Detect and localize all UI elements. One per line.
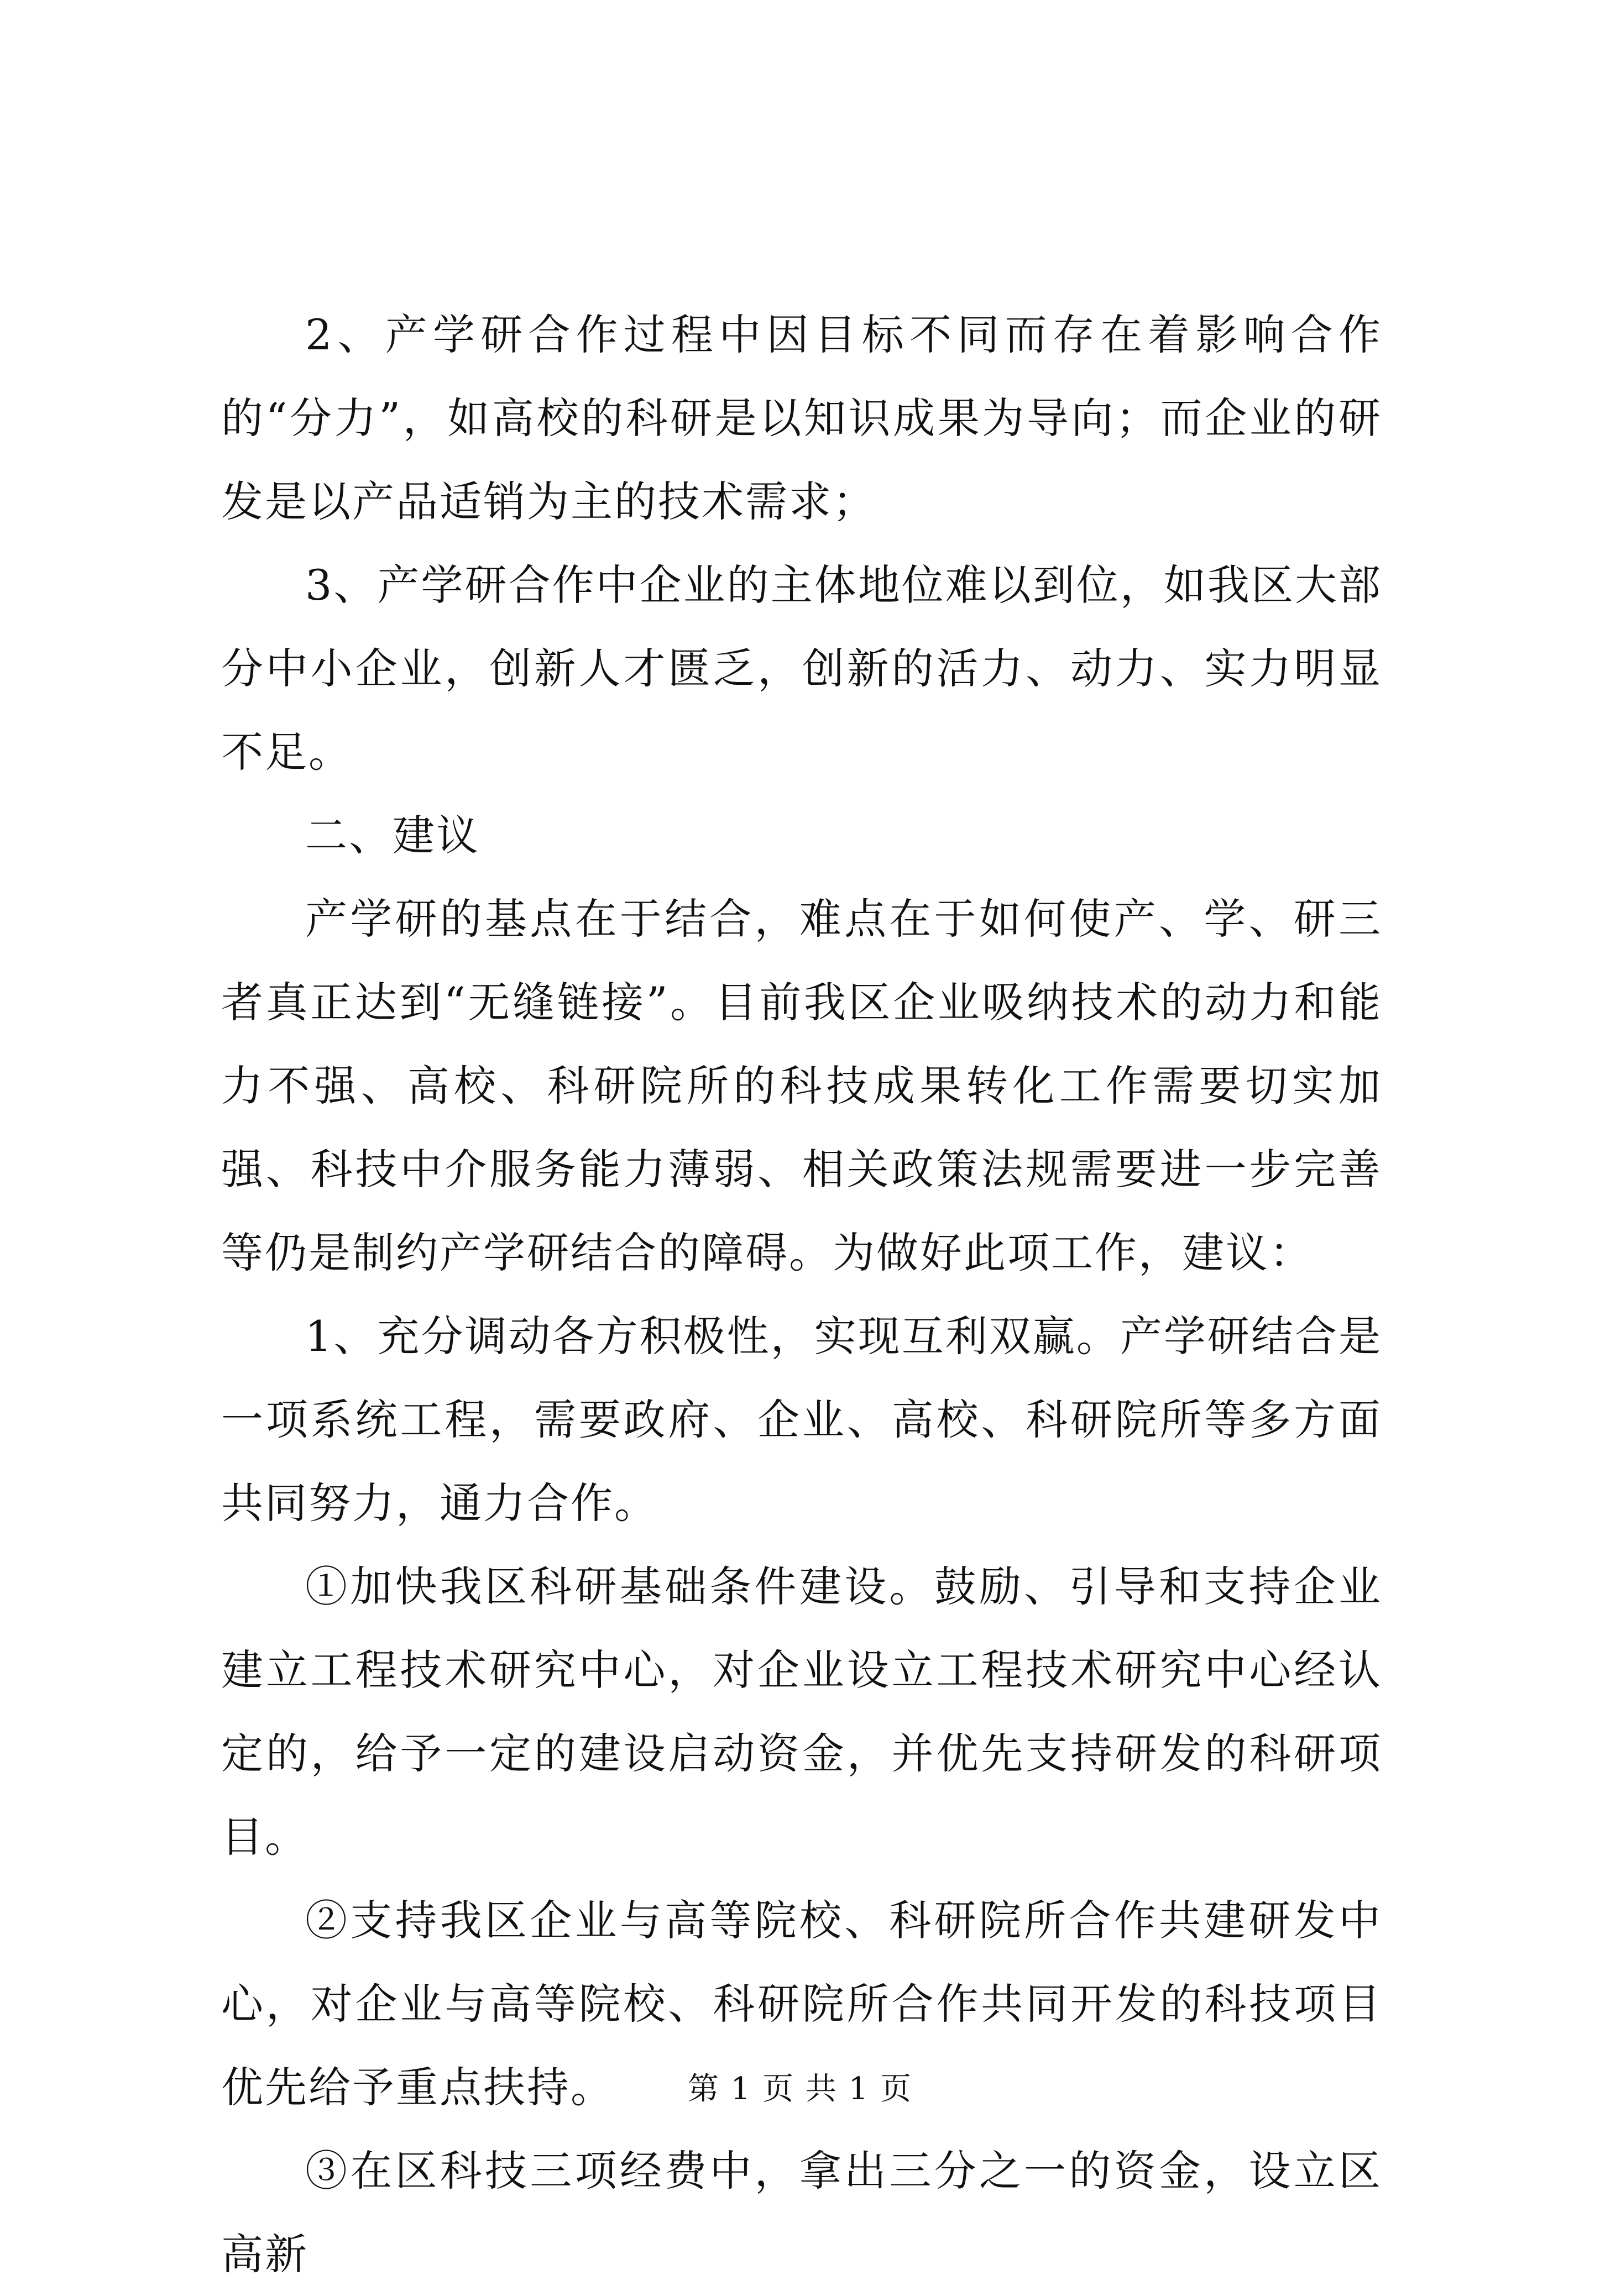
paragraph-7: ③在区科技三项经费中，拿出三分之一的资金，设立区高新 <box>221 2146 1382 2279</box>
paragraph-5: ①加快我区科研基础条件建设。鼓励、引导和支持企业建立工程技术研究中心，对企业设立工程技术研究中心经认定的，给予一定的建设启动资金，并优先支持研发的科研项目。 <box>221 1562 1382 1862</box>
page-footer: 第 1 页 共 1 页 <box>687 2071 913 2107</box>
section-heading: 二、建议 <box>305 811 480 860</box>
paragraph-2: 3、产学研合作中企业的主体地位难以到位，如我区大部分中小企业，创新人才匮乏，创新的活力、动力、实力明显不足。 <box>221 560 1382 777</box>
paragraph-6: ②支持我区企业与高等院校、科研院所合作共建研发中心，对企业与高等院校、科研院所合作共同开发的科技项目优先给予重点扶持。 <box>221 1896 1382 2112</box>
paragraph-3: 产学研的基点在于结合，难点在于如何使产、学、研三者真正达到“无缝链接”。目前我区企业吸纳技术的动力和能力不强、高校、科研院所的科技成果转化工作需要切实加强、科技中介服务能力薄弱、相关政策法规需要进一步完善等仍是制约产学研结合的障碍。为做好此项工作，建议： <box>221 894 1382 1277</box>
paragraph-1: 2、产学研合作过程中因目标不同而存在着影响合作的“分力”，如高校的科研是以知识成果为导向；而企业的研发是以产品适销为主的技术需求； <box>221 310 1382 526</box>
document-body <box>221 293 1382 2296</box>
paragraph-4: 1、充分调动各方积极性，实现互利双赢。产学研结合是一项系统工程，需要政府、企业、高校、科研院所等多方面共同努力，通力合作。 <box>221 1312 1382 1528</box>
